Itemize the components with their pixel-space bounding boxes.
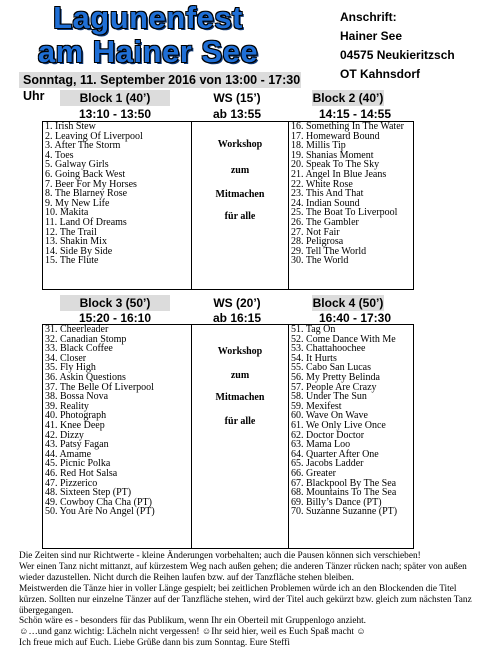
list-item: 42. Dizzy [45,429,84,441]
block-4-list [289,325,414,549]
list-item: 64. Quarter After One [291,448,379,460]
list-item: 17. Homeward Bound [291,130,380,142]
block-4-time: 16:40 - 17:30 [318,311,392,325]
list-item: 43. Patsy Fagan [45,439,109,451]
list-item: 28. Peligrosa [291,236,344,248]
block-3-list [43,325,192,549]
list-item: 6. Going Back West [45,168,126,180]
list-item: 29. Tell The World [291,245,367,257]
list-item: 67. Blackpool By The Sea [291,477,397,489]
list-item: 5. Galway Girls [45,159,109,171]
bottom-program-table [42,324,414,549]
list-item: 14. Side By Side [45,245,113,257]
list-item: 63. Mama Loo [291,439,351,451]
list-item: 3. After The Storm [45,140,121,152]
list-item: 23. This And That [291,188,364,200]
list-item: 12. The Trail [45,226,97,238]
list-item: 25. The Boat To Liverpool [291,207,398,219]
list-item: 57. People Are Crazy [291,381,377,393]
list-item: 35. Fly High [45,362,96,374]
block-2-time: 14:15 - 14:55 [318,107,392,121]
list-item: 70. Suzanne Suzanne (PT) [291,506,398,518]
workshop-text: für alle [224,211,256,222]
list-item: 22. White Rose [291,178,353,190]
address-line-1: Hainer See [340,29,403,43]
workshop-2-cell [192,325,289,549]
list-item: 16. Something In The Water [291,121,404,132]
list-item: 31. Cheerleader [45,324,109,335]
workshop-1-cell [192,122,289,290]
list-item: 24. Indian Sound [291,197,360,209]
list-item: 9. My New Life [45,197,110,209]
workshop-1-time: ab 13:55 [212,107,262,121]
list-item: 45. Picnic Polka [45,458,111,470]
top-program-table [42,121,414,290]
block-3-time: 15:20 - 16:10 [78,311,152,325]
block-1-time: 13:10 - 13:50 [78,107,152,121]
notes-section [19,551,475,649]
list-item: 4. Toes [45,149,74,161]
list-item: 36. Askin Questions [45,371,126,383]
list-item: 60. Wave On Wave [291,410,368,422]
list-item: 44. Amame [45,448,92,460]
list-item: 48. Sixteen Step (PT) [45,487,132,499]
list-item: 51. Tag On [291,324,336,335]
list-item: 37. The Belle Of Liverpool [45,381,154,393]
list-item: 54. It Hurts [291,352,337,364]
list-item: 2. Leaving Of Liverpool [45,130,143,142]
workshop-text: Mitmachen [215,189,265,200]
event-title-line-1: Lagunenfest [53,0,243,35]
workshop-text: zum [230,165,250,176]
block-1-list [43,122,192,290]
workshop-1-header: WS (15’) [213,91,261,105]
note-paragraph: Schön wäre es - besonders für das Publikum, wenn Ihr ein Oberteil mit Gruppenlogo anzieht. [19,616,366,627]
list-item: 58. Under The Sun [291,391,367,403]
list-item: 27. Not Fair [291,226,340,238]
list-item: 7. Beer For My Horses [45,178,137,190]
workshop-2-time: ab 16:15 [212,311,262,325]
workshop-text: Workshop [217,346,263,357]
list-item: 13. Shakin Mix [45,236,107,248]
list-item: 65. Jacobs Ladder [291,458,364,470]
list-item: 32. Canadian Stomp [45,333,127,345]
list-item: 19. Shanias Moment [291,149,374,161]
list-item: 52. Come Dance With Me [291,333,396,345]
list-item: 59. Mexifest [291,400,342,412]
note-paragraph: ☺…und ganz wichtig: Lächeln nicht vergessen! ☺Ihr seid hier, weil es Euch Spaß macht ☺ [19,627,366,638]
list-item: 53. Chattahoochee [291,343,366,355]
list-item: 49. Cowboy Cha Cha (PT) [45,496,152,508]
list-item: 34. Closer [45,352,87,364]
address-label: Anschrift: [340,10,397,24]
workshop-text: zum [230,370,250,381]
list-item: 68. Mountains To The Sea [291,487,397,499]
block-1-header: Block 1 (40’) [60,90,170,106]
address-line-2: 04575 Neukieritzsch [340,48,455,62]
address-block [340,8,455,84]
date-line: Sonntag, 11. September 2016 von 13:00 - 17:30 Uhr [19,72,301,88]
list-item: 15. The Flute [45,255,99,267]
address-line-3: OT Kahnsdorf [340,67,420,81]
list-item: 20. Speak To The Sky [291,159,380,171]
note-paragraph: Ich freue mich auf Euch. Liebe Grüße dann bis zum Sonntag. Eure Steffi [19,638,290,649]
event-title-line-2: am Hainer See [37,34,259,69]
note-paragraph: Wer einen Tanz nicht mittanzt, auf kürzestem Weg nach außen gehen; die anderen Tänzer rücken nach; später von außen wieder dazustellen. Nicht durch die Reihen laufen bzw. auf der Tanzfläche stehen bleiben. [19,561,467,583]
workshop-text: Mitmachen [215,392,265,403]
list-item: 18. Millis Tip [291,140,346,152]
list-item: 8. The Blarney Rose [45,188,128,200]
list-item: 55. Cabo San Lucas [291,362,371,374]
list-item: 38. Bossa Nova [45,391,109,403]
list-item: 56. My Pretty Belinda [291,371,380,383]
list-item: 10. Makita [45,207,89,219]
block-2-list [289,122,414,290]
list-item: 40. Photograph [45,410,107,422]
workshop-text: für alle [224,416,256,427]
block-4-header: Block 4 (50’) [312,296,384,310]
note-paragraph: Die Zeiten sind nur Richtwerte - kleine Änderungen vorbehalten; auch die Pausen können sich verschieben! [19,551,421,561]
list-item: 21. Angel In Blue Jeans [291,168,387,180]
list-item: 47. Pizzerico [45,477,98,489]
list-item: 50. You Are No Angel (PT) [45,506,155,518]
workshop-2-header: WS (20’) [213,296,261,310]
list-item: 33. Black Coffee [45,343,113,355]
list-item: 46. Red Hot Salsa [45,467,118,479]
block-3-header: Block 3 (50’) [60,295,170,311]
list-item: 41. Knee Deep [45,419,105,431]
list-item: 26. The Gambler [291,216,359,228]
list-item: 39. Reality [45,400,89,412]
block-2-header: Block 2 (40’) [312,91,384,105]
list-item: 62. Doctor Doctor [291,429,365,441]
list-item: 1. Irish Stew [45,121,96,132]
list-item: 61. We Only Live Once [291,419,386,431]
list-item: 30. The World [291,255,349,267]
workshop-text: Workshop [217,139,263,150]
list-item: 11. Land Of Dreams [45,216,127,228]
note-paragraph: Meistwerden die Tänze hier in voller Länge gespielt; bei zeitlichen Problemen würde ich an den Blockenden die Titel kürzen. Sollten nur einzelne Tänzer auf der Tanzfläche stehen, wird der Titel auch gekürzt bzw. gleich zum nächsten Tanz übergegangen. [19,583,472,616]
list-item: 69. Billy’s Dance (PT) [291,496,382,508]
list-item: 66. Greater [291,467,336,479]
